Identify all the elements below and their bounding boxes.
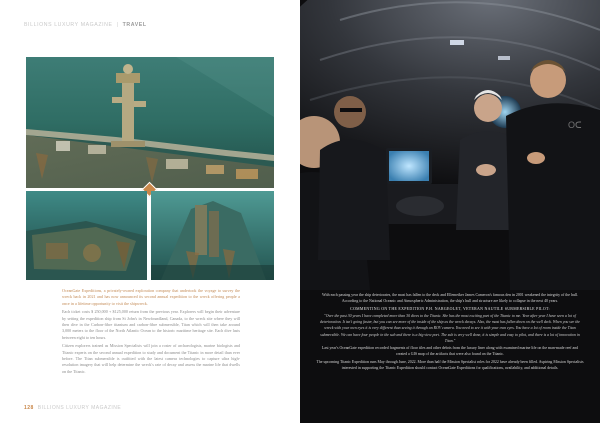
folio-magazine-name: BILLIONS LUXURY MAGAZINE (37, 405, 122, 411)
wreck-hull-photo (26, 191, 147, 280)
submersible-interior-photo (300, 0, 600, 290)
page-folio (24, 405, 121, 411)
left-body-text (62, 288, 240, 377)
wreck-bow-photo (151, 191, 274, 280)
titanic-bow-telemotor-photo (26, 57, 274, 188)
pilot-quote: "Over the past 30 years I have completed more than 30 dives to the Titanic. She has the most exciting part of the Titanic to me. Year after year I have seen a lot of deterioration. It isn't going faster, but you can see more of the inside of the ship as the wreck decays. Also, the mast has fallen down on the well deck. When you see the wreck with your own eyes it is very different than seeing it through an ROV camera. You need to see it with your own eyes. You have a lot of room inside the Titan submersible. We can have four people in the sub and there is a big view port. The sub is very well done, it is simple and easy to pilot, and there is a lot of innovation in Titan." (319, 314, 581, 343)
page-header (24, 22, 147, 28)
intro-paragraph: With each passing year the ship deteriorates, the mast has fallen to the deck and Ellemeiker James Cameron's famous den in 2001 weakened the integrity of the hull. According to the National Oceanic and Atmospheric Administration, the ship's hull and structure are likely to collapse in the next 40 years. (321, 293, 579, 304)
section-name: TRAVEL (122, 22, 147, 28)
body-paragraph: OceanGate Expeditions, a privately-owned exploration company that undertook the voyage to survey the wreck back in 2021 and has now announced its second annual expedition to the wreck offering people a once in a lifetime opportunity to visit the shipwreck. (62, 288, 240, 306)
body-paragraph: Each ticket costs $ 250,000 + $125,000 return from the previous year. Explorers will begin their adventure by setting the expedition ship from St John's in Newfoundland, Canada, to the wreck site where they will then dive in the Carbon-fibre titanium and carbon-fibre submersible, Titan which will then take around 3,000 meters to the floor of the North Atlantic Ocean to the historic maritime heritage site. Each dive lasts between eight to ten hours. (62, 309, 240, 340)
magazine-name: BILLIONS LUXURY MAGAZINE (24, 22, 113, 28)
right-body-text (316, 292, 584, 373)
quote-subhead: COMMENTING ON THE EXPEDITION P.H. NARGEOLET, VETERAN NAUTILE SUBMERSIBLE PILOT: (350, 306, 550, 311)
body-paragraph: Last year's OceanGate expedition recorded fragments of floor tiles and other debris from the luxury liner along with examined marine life on the man-made reef and created a GIS map of the artifacts that were also found on the Titanic. (321, 346, 579, 357)
header-separator: | (116, 22, 119, 28)
body-paragraph: Citizen explorers trained as Mission Specialists will join a roster of archaeologists, marine biologists and Titanic experts on the second annual expedition to study and document the Titanic in more detail than ever before. The Titan submersible is outfitted with the latest camera technologies to capture ultra high-resolution imagery that will help determine the wreck's rate of decay and assess the marine life that dwells on the Titanic. (62, 343, 240, 374)
svg-text:Oᑕ: Oᑕ (568, 120, 582, 130)
body-paragraph: The upcoming Titanic Expedition runs May through June, 2022. More than half the Mission Specialist roles for 2022 have already been filled. Aspiring Mission Specialists interested in supporting the Titanic Expedition should contact OceanGate Expeditions for qualifications, availability, and additional details. (316, 359, 584, 371)
right-page (300, 0, 600, 423)
page-number: 128 (24, 405, 34, 411)
